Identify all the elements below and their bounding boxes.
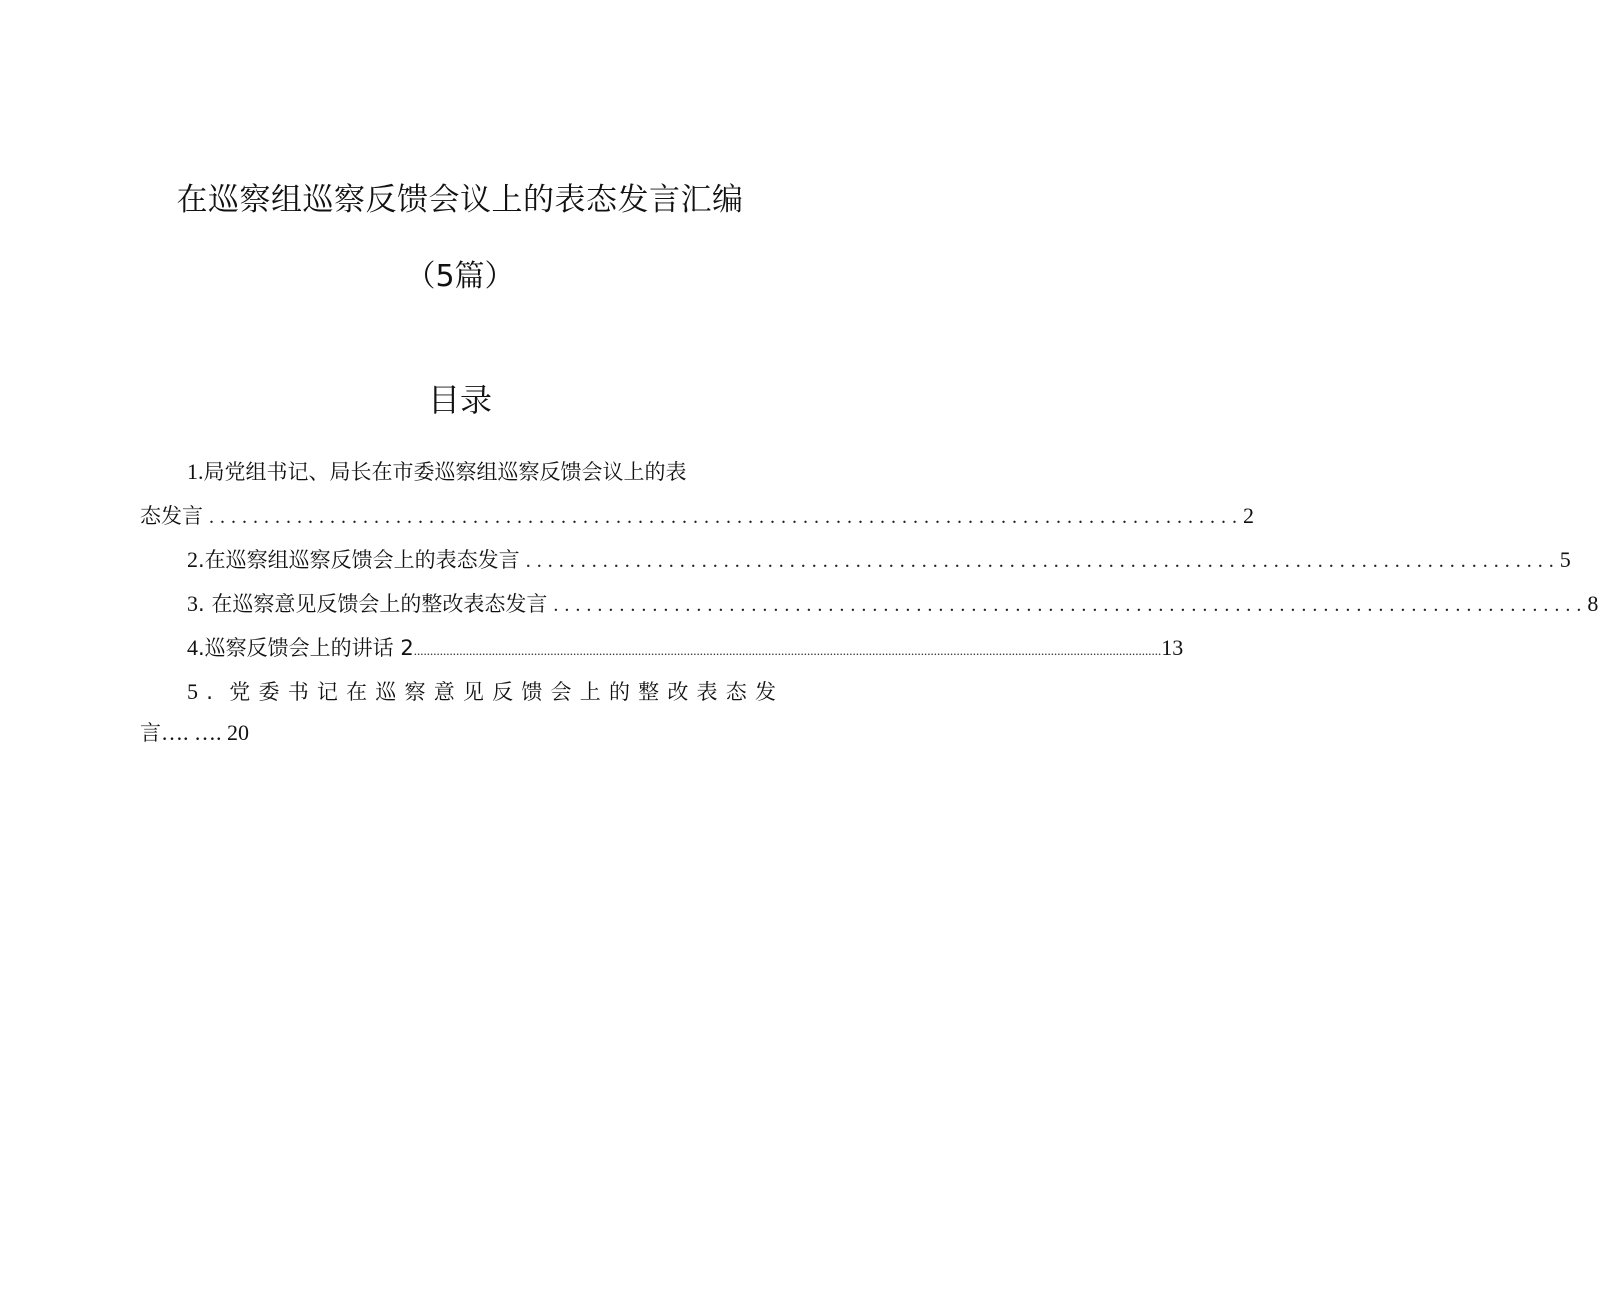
toc-page-number: 13 (1161, 635, 1184, 660)
document-subtitle: （5篇） (405, 259, 515, 294)
toc-entry-text-continued: 态发言 (140, 504, 203, 528)
toc-entry-text: .巡察反馈会上的讲话 2 (198, 636, 414, 660)
toc-entry-text: .在巡察组巡察反馈会上的表态发言 (198, 548, 520, 572)
toc-entry-2[interactable] (140, 538, 1571, 582)
toc-entry-char: 会 (550, 680, 572, 704)
toc-entry-text: 局党组书记、局长在市委巡察组巡察反馈会议上的表 (203, 460, 687, 484)
toc-entry-number: 4 (187, 635, 198, 660)
toc-entry-1-line2 (140, 494, 1254, 538)
toc-entry-char: 在 (346, 680, 368, 704)
table-of-contents (140, 450, 1598, 752)
toc-entry-char: . (206, 680, 213, 704)
toc-entry-char: 改 (667, 680, 689, 704)
toc-page-number: 2 (1243, 503, 1254, 528)
dot-leader: ...................................................................................................................................................................................................................................... (413, 643, 1162, 658)
toc-entry-char: 委 (258, 680, 280, 704)
toc-entry-text-continued: 言 (140, 721, 161, 745)
toc-entry-page-ref: …. …. 20 (161, 720, 249, 745)
toc-page-number: 8 (1587, 591, 1598, 616)
toc-entry-char: 整 (638, 680, 660, 704)
toc-heading: 目录 (427, 381, 492, 419)
toc-entry-char: 上 (579, 680, 601, 704)
toc-entry-char: 发 (754, 680, 776, 704)
toc-entry-number: 5 (187, 679, 198, 704)
toc-entry-char: 态 (725, 680, 747, 704)
toc-entry-1-line1 (140, 450, 776, 494)
toc-entry-char: 书 (287, 680, 309, 704)
toc-page-number: 5 (1559, 547, 1571, 572)
toc-entry-char: 巡 (375, 680, 397, 704)
toc-entry-5-line1 (140, 670, 776, 714)
dot-leader: .............................................................................................. (525, 550, 1560, 572)
toc-entry-char: 察 (404, 680, 426, 704)
document-title: 在巡察组巡察反馈会议上的表态发言汇编 (176, 182, 744, 218)
dot-leader: .............................................................................................. (209, 506, 1243, 528)
toc-entry-char: 见 (462, 680, 484, 704)
toc-entry-char: 馈 (521, 680, 543, 704)
toc-entry-char: 记 (316, 680, 338, 704)
toc-entry-number: 3 (187, 591, 198, 616)
toc-entry-5[interactable] (140, 670, 776, 752)
toc-entry-text: . 在巡察意见反馈会上的整改表态发言 (198, 592, 548, 616)
toc-entry-5-line2 (140, 714, 776, 752)
toc-entry-char: 意 (433, 680, 455, 704)
toc-entry-char: 的 (608, 680, 630, 704)
dot-leader: .............................................................................................. (553, 594, 1588, 616)
toc-entry-number: 2 (187, 547, 198, 572)
toc-entry-char: 党 (229, 680, 251, 704)
toc-entry-number: 1. (187, 459, 204, 484)
toc-entry-char: 反 (492, 680, 514, 704)
toc-entry-3[interactable] (140, 582, 1598, 626)
toc-entry-1[interactable] (140, 450, 1254, 538)
toc-entry-4[interactable] (140, 626, 1184, 670)
toc-entry-char: 表 (696, 680, 718, 704)
